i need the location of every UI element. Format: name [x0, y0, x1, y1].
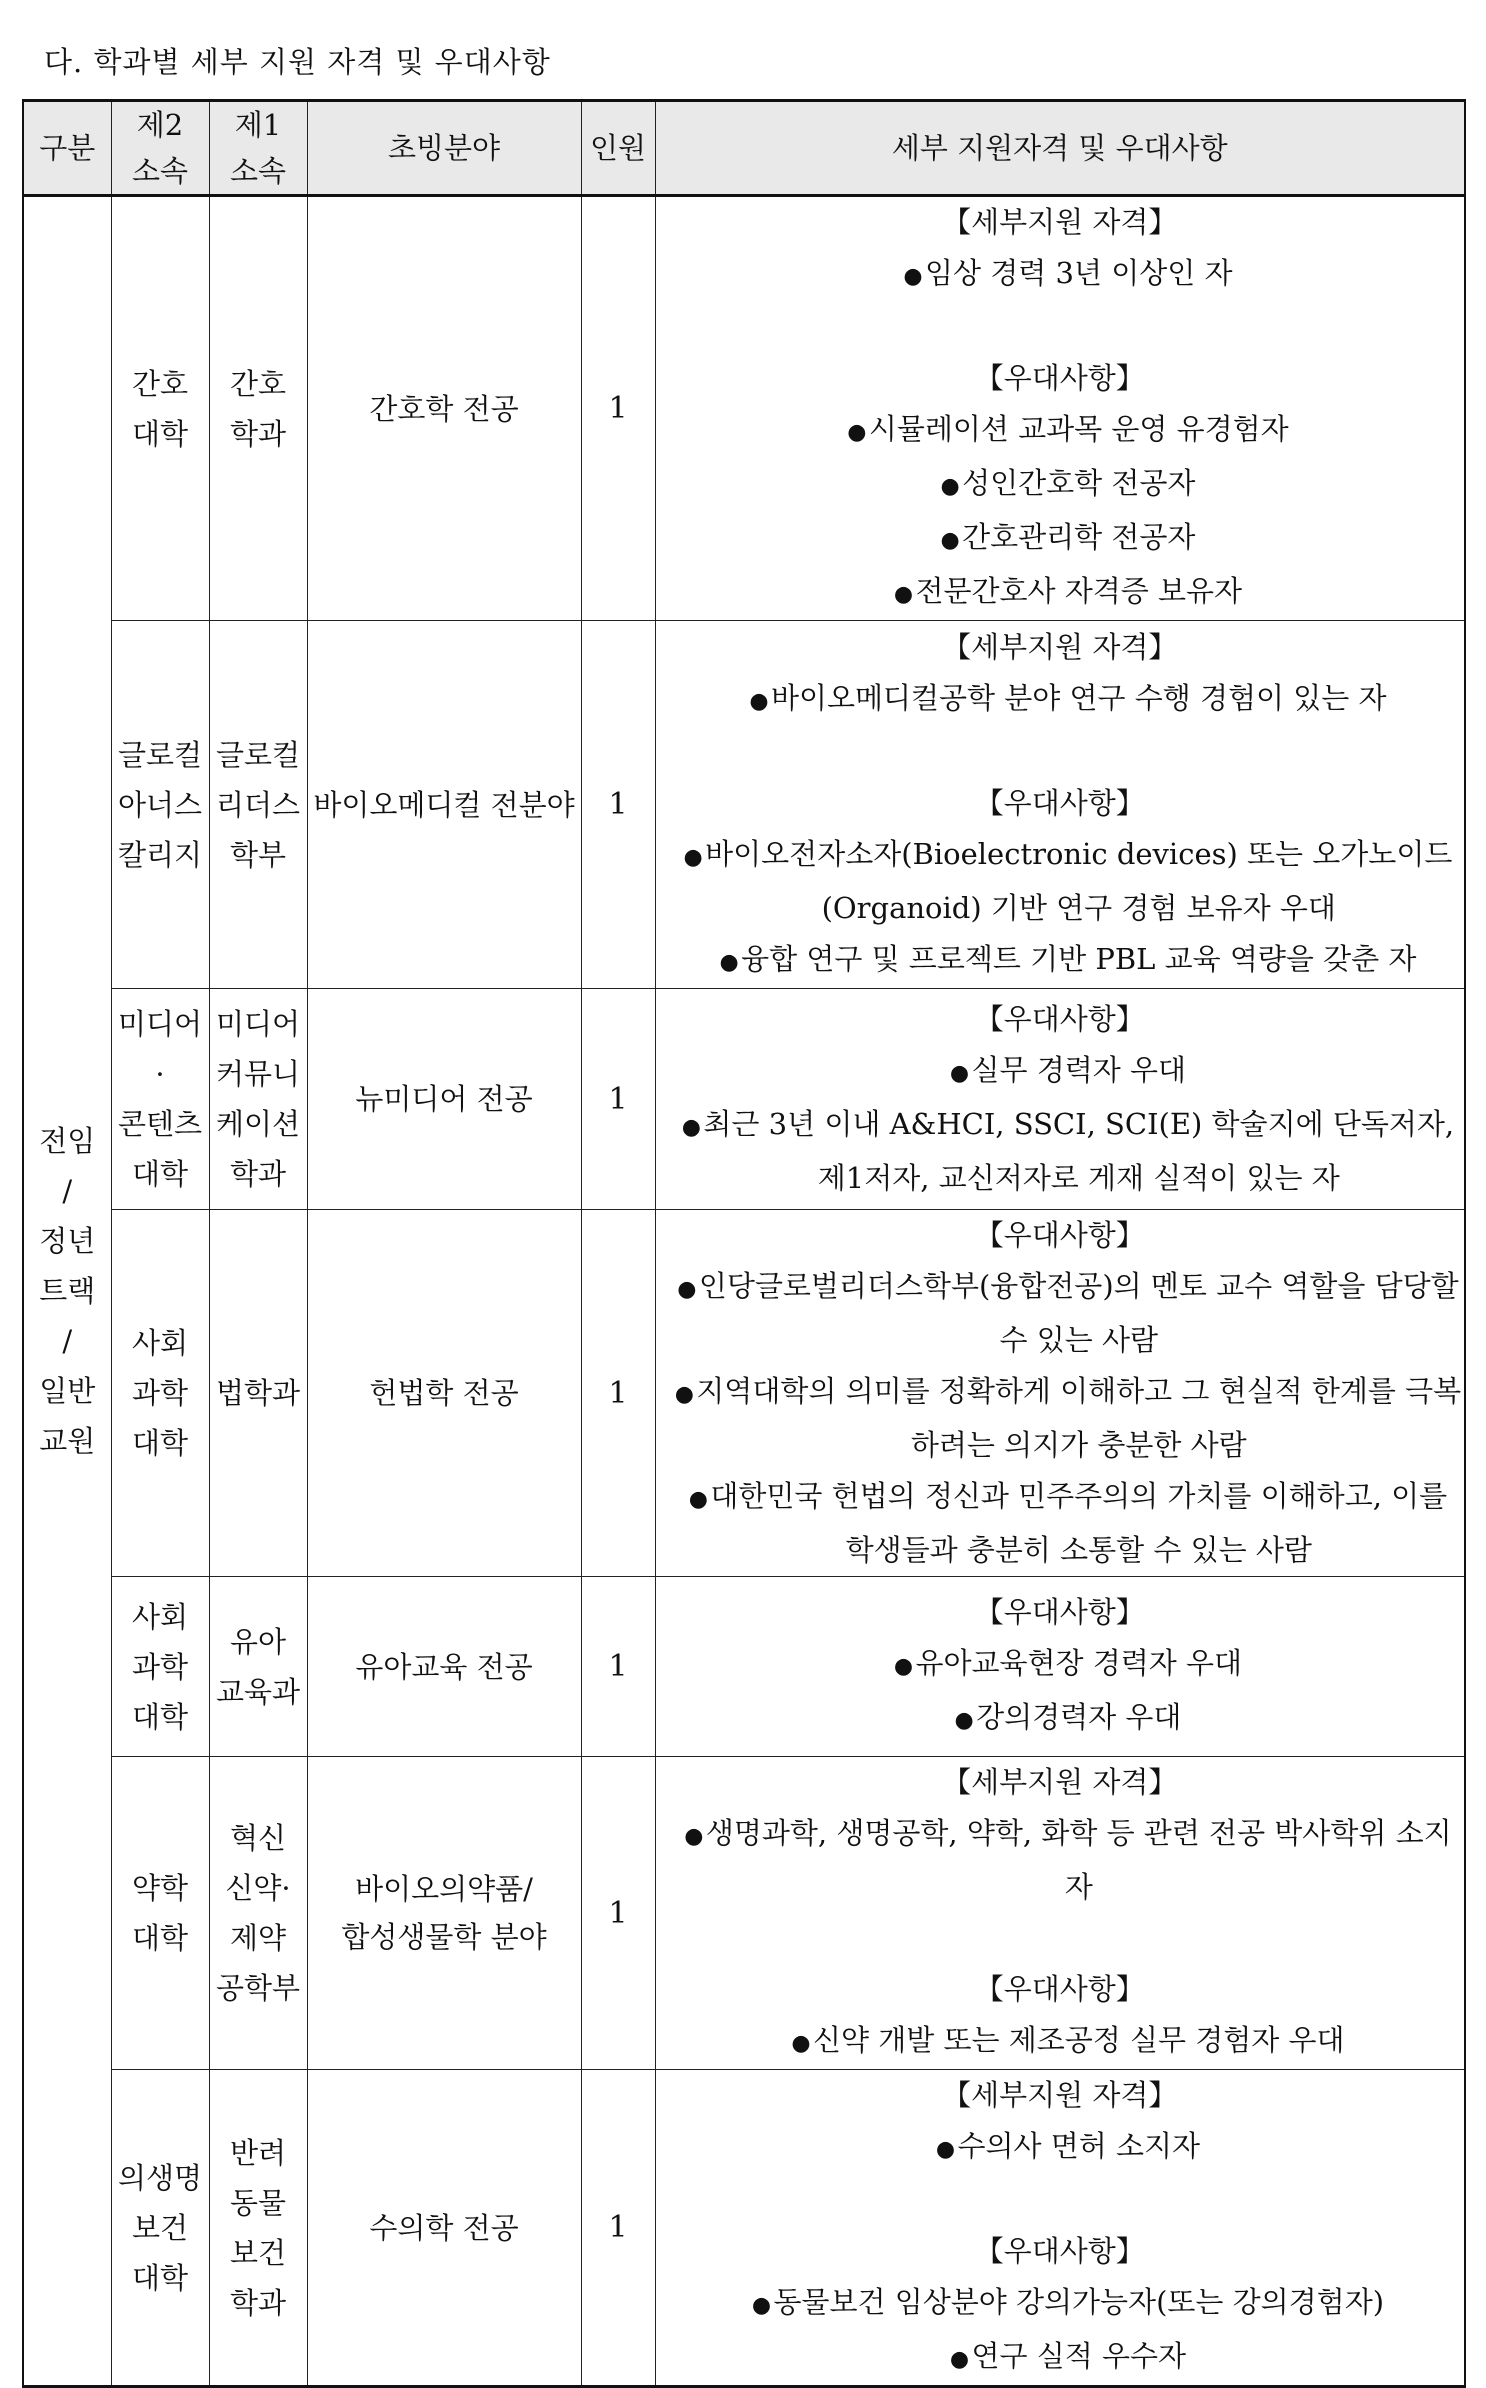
detail-item-text: 성인간호학 전공자 — [962, 466, 1196, 500]
detail-item-text: 실무 경력자 우대 — [971, 1053, 1187, 1087]
bullet-icon: ● — [683, 844, 703, 870]
detail-item-text: 임상 경력 3년 이상인 자 — [925, 256, 1233, 290]
cell-line: 커뮤니 — [215, 1057, 301, 1091]
field-cell — [307, 1210, 581, 1577]
bullet-icon: ● — [751, 2293, 772, 2318]
detail-item — [656, 2121, 1465, 2175]
cell-line: 간호학 전공 — [369, 391, 519, 426]
detail-cell — [655, 1577, 1465, 1757]
detail-item-text: 지역대학의 의미를 정확하게 이해하고 그 현실적 한계를 극복하려는 의지가 충분한 사람 — [696, 1374, 1462, 1462]
cell-line: 일반 — [39, 1374, 96, 1408]
category-cell — [23, 196, 111, 2387]
count-cell: 1 — [581, 196, 655, 621]
cell-line: 동물 — [229, 2185, 287, 2220]
cell-line: 유아교육 전공 — [355, 1649, 533, 1684]
count-cell: 1 — [581, 2070, 655, 2387]
detail-item-text: 시뮬레이션 교과목 운영 유경험자 — [868, 412, 1289, 446]
detail-heading: 【세부지원 자격】 — [942, 629, 1178, 664]
cell-line: 트랙 — [39, 1274, 96, 1308]
cell-line: 의생명 — [117, 2160, 203, 2195]
detail-item-text: 수의사 면허 소지자 — [957, 2129, 1201, 2163]
detail-heading: 【우대사항】 — [974, 785, 1145, 820]
detail-item — [656, 829, 1465, 934]
cell-line: 대학 — [131, 1426, 189, 1460]
cell-line: 대학 — [131, 1157, 189, 1191]
cell-line: 학부 — [229, 837, 287, 872]
cell-line: 바이오메디컬 전분야 — [313, 787, 575, 822]
cell-line: 학과 — [229, 2285, 287, 2320]
bullet-icon: ● — [684, 1824, 704, 1849]
detail-heading: 【세부지원 자격】 — [942, 205, 1178, 239]
bullet-icon: ● — [935, 2137, 956, 2162]
second-affiliation-cell — [111, 621, 209, 989]
detail-item — [656, 673, 1465, 727]
detail-item — [656, 248, 1465, 302]
bullet-icon: ● — [847, 420, 867, 445]
cell-line: 학과 — [229, 416, 287, 451]
cell-line: 사회 — [131, 1326, 189, 1360]
first-affiliation-cell — [209, 1757, 307, 2070]
cell-line: 바이오의약품/ — [355, 1872, 533, 1906]
cell-line: 신약· — [225, 1871, 291, 1905]
cell-line: 대학 — [131, 2260, 189, 2295]
detail-heading: 【우대사항】 — [974, 1002, 1145, 1036]
bullet-icon: ● — [940, 528, 960, 553]
detail-item — [656, 2331, 1465, 2385]
field-cell — [307, 2070, 581, 2387]
detail-heading: 【우대사항】 — [974, 1595, 1145, 1629]
cell-line: 정년 — [39, 1224, 96, 1258]
cell-line: 헌법학 전공 — [369, 1376, 519, 1410]
cell-line: 아너스 — [117, 787, 203, 822]
cell-line: 보건 — [131, 2210, 189, 2245]
page-title: 다. 학과별 세부 지원 자격 및 우대사항 — [44, 45, 551, 79]
cell-line: 콘텐츠 — [117, 1107, 203, 1141]
cell-line: 보건 — [229, 2235, 287, 2270]
table-row — [23, 989, 1465, 1210]
header-field: 초빙분야 — [307, 101, 581, 196]
cell-line: 사회 — [131, 1599, 189, 1634]
detail-item-text: 대한민국 헌법의 정신과 민주주의의 가치를 이해하고, 이를 학생들과 충분히 소통할 수 있는 사람 — [710, 1479, 1448, 1567]
detail-item-text: 연구 실적 우수자 — [971, 2339, 1187, 2373]
detail-item — [656, 1261, 1465, 1366]
bullet-icon: ● — [940, 474, 960, 499]
second-affiliation-cell — [111, 1577, 209, 1757]
cell-line: 대학 — [131, 1921, 189, 1955]
detail-item — [656, 1099, 1465, 1204]
detail-item-text: 최근 3년 이내 A&HCI, SSCI, SCI(E) 학술지에 단독저자, 제1저자, 교신저자로 게재 실적이 있는 자 — [703, 1107, 1455, 1195]
table-header-row — [23, 101, 1465, 196]
cell-line: 케이션 — [215, 1107, 301, 1141]
table-row — [23, 1757, 1465, 2070]
cell-line: 반려 — [229, 2135, 287, 2170]
cell-line: 리더스 — [215, 787, 301, 822]
table-row — [23, 1210, 1465, 1577]
count-cell: 1 — [581, 989, 655, 1210]
table-row — [23, 1577, 1465, 1757]
first-affiliation-cell — [209, 1577, 307, 1757]
header-category: 구분 — [23, 101, 111, 196]
detail-item-text: 인당글로벌리더스학부(융합전공)의 멘토 교수 역할을 담당할 수 있는 사람 — [698, 1269, 1459, 1357]
detail-item — [656, 458, 1465, 512]
cell-line: 교육과 — [215, 1674, 301, 1709]
bullet-icon: ● — [893, 582, 914, 607]
bullet-icon: ● — [719, 949, 739, 975]
cell-line: 간호 — [229, 366, 287, 401]
cell-line: 전임 — [39, 1124, 96, 1158]
first-affiliation-cell — [209, 1210, 307, 1577]
spacer — [656, 302, 1465, 353]
detail-item-text: 간호관리학 전공자 — [962, 520, 1196, 554]
cell-line: 학과 — [229, 1157, 287, 1191]
cell-line: 약학 — [131, 1871, 189, 1905]
second-affiliation-cell — [111, 2070, 209, 2387]
detail-item-text: 신약 개발 또는 제조공정 실무 경험자 우대 — [812, 2023, 1345, 2057]
detail-cell — [655, 196, 1465, 621]
cell-line: 공학부 — [215, 1971, 301, 2005]
bullet-icon: ● — [677, 1277, 697, 1302]
cell-line: / — [62, 1174, 73, 1208]
bullet-icon: ● — [893, 1654, 914, 1679]
field-cell — [307, 989, 581, 1210]
cell-line: 과학 — [131, 1376, 189, 1410]
detail-item — [656, 2015, 1465, 2069]
spacer — [656, 2175, 1465, 2226]
detail-heading: 【세부지원 자격】 — [942, 2078, 1178, 2112]
cell-line: · — [155, 1057, 165, 1091]
detail-cell — [655, 621, 1465, 989]
header-count: 인원 — [581, 101, 655, 196]
first-affiliation-cell — [209, 196, 307, 621]
detail-heading: 【우대사항】 — [974, 2234, 1145, 2268]
cell-line: 유아 — [229, 1624, 287, 1659]
field-cell — [307, 1757, 581, 2070]
cell-line: 합성생물학 분야 — [341, 1920, 547, 1954]
detail-item — [656, 2277, 1465, 2331]
header-detail: 세부 지원자격 및 우대사항 — [655, 101, 1465, 196]
cell-line: 수의학 전공 — [369, 2210, 519, 2245]
detail-cell — [655, 1757, 1465, 2070]
bullet-icon: ● — [688, 1487, 708, 1512]
detail-item-text: 강의경력자 우대 — [976, 1700, 1182, 1734]
detail-heading: 【우대사항】 — [974, 1218, 1145, 1252]
count-cell: 1 — [581, 621, 655, 989]
cell-line: 대학 — [131, 416, 189, 451]
second-affiliation-cell — [111, 1210, 209, 1577]
count-cell: 1 — [581, 1210, 655, 1577]
cell-line: 칼리지 — [117, 837, 203, 872]
spacer — [656, 727, 1465, 778]
bullet-icon: ● — [949, 2347, 970, 2372]
cell-line: 글로컬 — [215, 737, 301, 772]
detail-item — [656, 1692, 1465, 1746]
recruitment-table — [22, 99, 1466, 2388]
field-cell — [307, 1577, 581, 1757]
bullet-icon: ● — [749, 688, 769, 714]
bullet-icon: ● — [903, 264, 923, 289]
bullet-icon: ● — [954, 1708, 974, 1733]
detail-item-text: 동물보건 임상분야 강의가능자(또는 강의경험자) — [773, 2285, 1385, 2319]
detail-item-text: 바이오전자소자(Bioelectronic devices) 또는 오가노이드(Organoid) 기반 연구 경험 보유자 우대 — [705, 836, 1453, 925]
cell-line: 혁신 — [229, 1821, 287, 1855]
detail-item-text: 유아교육현장 경력자 우대 — [915, 1646, 1243, 1680]
bullet-icon: ● — [949, 1061, 970, 1086]
detail-item — [656, 512, 1465, 566]
table-row — [23, 2070, 1465, 2387]
cell-line: 뉴미디어 전공 — [355, 1082, 533, 1116]
detail-heading: 【우대사항】 — [974, 1972, 1145, 2006]
detail-item-text: 생명과학, 생명공학, 약학, 화학 등 관련 전공 박사학위 소지자 — [705, 1816, 1452, 1904]
cell-line: 대학 — [131, 1699, 189, 1734]
detail-cell — [655, 989, 1465, 1210]
bullet-icon: ● — [674, 1382, 694, 1407]
field-cell — [307, 621, 581, 989]
detail-item — [656, 1638, 1465, 1692]
cell-line: 법학과 — [215, 1376, 301, 1410]
cell-line: 간호 — [131, 366, 189, 401]
detail-item-text: 바이오메디컬공학 분야 연구 수행 경험이 있는 자 — [770, 680, 1387, 715]
header-first-affiliation: 제1 소속 — [209, 101, 307, 196]
cell-line: 교원 — [39, 1424, 96, 1458]
second-affiliation-cell — [111, 196, 209, 621]
detail-cell — [655, 1210, 1465, 1577]
cell-line: 미디어 — [117, 1007, 203, 1041]
detail-heading: 【세부지원 자격】 — [942, 1765, 1178, 1799]
table-row — [23, 196, 1465, 621]
bullet-icon: ● — [681, 1115, 701, 1140]
cell-line: 제약 — [229, 1921, 287, 1955]
detail-item — [656, 934, 1465, 988]
header-second-affiliation: 제2 소속 — [111, 101, 209, 196]
detail-item — [656, 1366, 1465, 1471]
bullet-icon: ● — [791, 2031, 811, 2056]
detail-item-text: 전문간호사 자격증 보유자 — [915, 574, 1243, 608]
detail-item — [656, 566, 1465, 620]
detail-heading: 【우대사항】 — [974, 361, 1145, 395]
detail-item-text: 융합 연구 및 프로젝트 기반 PBL 교육 역량을 갖춘 자 — [741, 941, 1417, 976]
second-affiliation-cell — [111, 989, 209, 1210]
detail-item — [656, 404, 1465, 458]
cell-line: 글로컬 — [117, 737, 203, 772]
cell-line: 과학 — [131, 1649, 189, 1684]
cell-line: 미디어 — [215, 1007, 301, 1041]
first-affiliation-cell — [209, 621, 307, 989]
count-cell: 1 — [581, 1757, 655, 2070]
cell-line: / — [62, 1324, 73, 1358]
first-affiliation-cell — [209, 989, 307, 1210]
first-affiliation-cell — [209, 2070, 307, 2387]
count-cell: 1 — [581, 1577, 655, 1757]
detail-cell — [655, 2070, 1465, 2387]
spacer — [656, 1913, 1465, 1964]
field-cell — [307, 196, 581, 621]
detail-item — [656, 1808, 1465, 1913]
detail-item — [656, 1045, 1465, 1099]
detail-item — [656, 1471, 1465, 1576]
table-row — [23, 621, 1465, 989]
second-affiliation-cell — [111, 1757, 209, 2070]
